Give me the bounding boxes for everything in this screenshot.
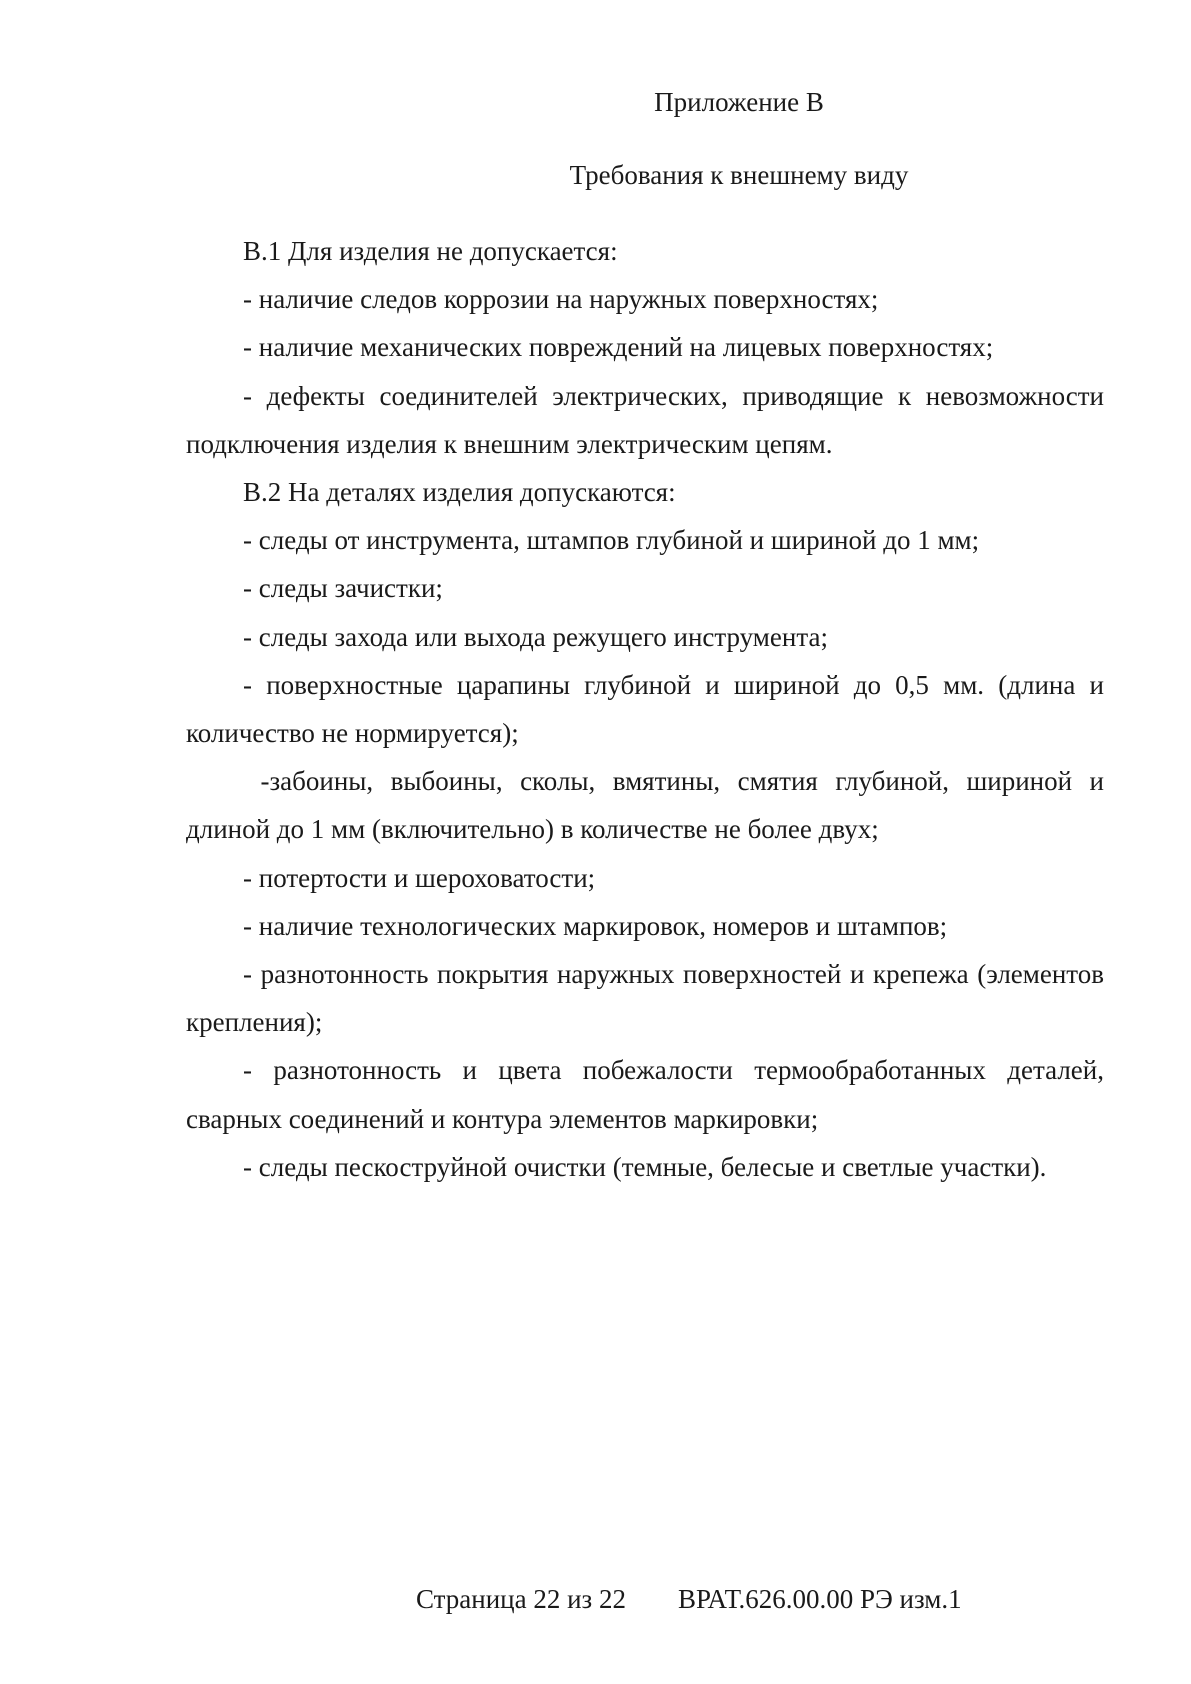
document-code: ВРАТ.626.00.00 РЭ изм.1 — [677, 1584, 962, 1614]
list-item: - дефекты соединителей электрических, приводящие к невозможности подключения изделия к внешним электрическим цепям. — [186, 380, 1104, 459]
page-footer — [416, 1583, 962, 1615]
list-item: - следы захода или выхода режущего инструмента; — [243, 621, 828, 652]
list-item: - поверхностные царапины глубиной и шириной до 0,5 мм. (длина и количество не нормируется); — [186, 669, 1104, 749]
list-item: - следы зачистки; — [243, 573, 443, 604]
section-title: Требования к внешнему виду — [569, 160, 909, 190]
document-body — [186, 227, 1111, 1191]
list-item: -забоины, выбоины, сколы, вмятины, смятия глубиной, шириной и длиной до 1 мм (включительно) в количестве не более двух; — [186, 766, 1111, 845]
clause-b2-heading: В.2 На деталях изделия допускаются: — [243, 477, 676, 508]
list-item: - наличие механических повреждений на лицевых поверхностях; — [243, 332, 994, 363]
list-item: - следы от инструмента, штампов глубиной и шириной до 1 мм; — [243, 525, 980, 556]
list-item: - наличие технологических маркировок, номеров и штампов; — [243, 910, 948, 941]
list-item: - разнотонность и цвета побежалости термообработанных деталей, сварных соединений и контура элементов маркировки; — [186, 1055, 1104, 1134]
clause-b1-heading: В.1 Для изделия не допускается: — [243, 236, 618, 266]
list-item: - потертости и шероховатости; — [243, 862, 596, 893]
list-item: - разнотонность покрытия наружных поверхностей и крепежа (элементов крепления); — [186, 959, 1104, 1038]
list-item: - наличие следов коррозии на наружных поверхностях; — [243, 284, 879, 315]
list-item: - следы пескоструйной очистки (темные, белесые и светлые участки). — [243, 1151, 1047, 1182]
appendix-title: Приложение В — [654, 87, 824, 117]
page-number: Страница 22 из 22 — [416, 1584, 626, 1614]
